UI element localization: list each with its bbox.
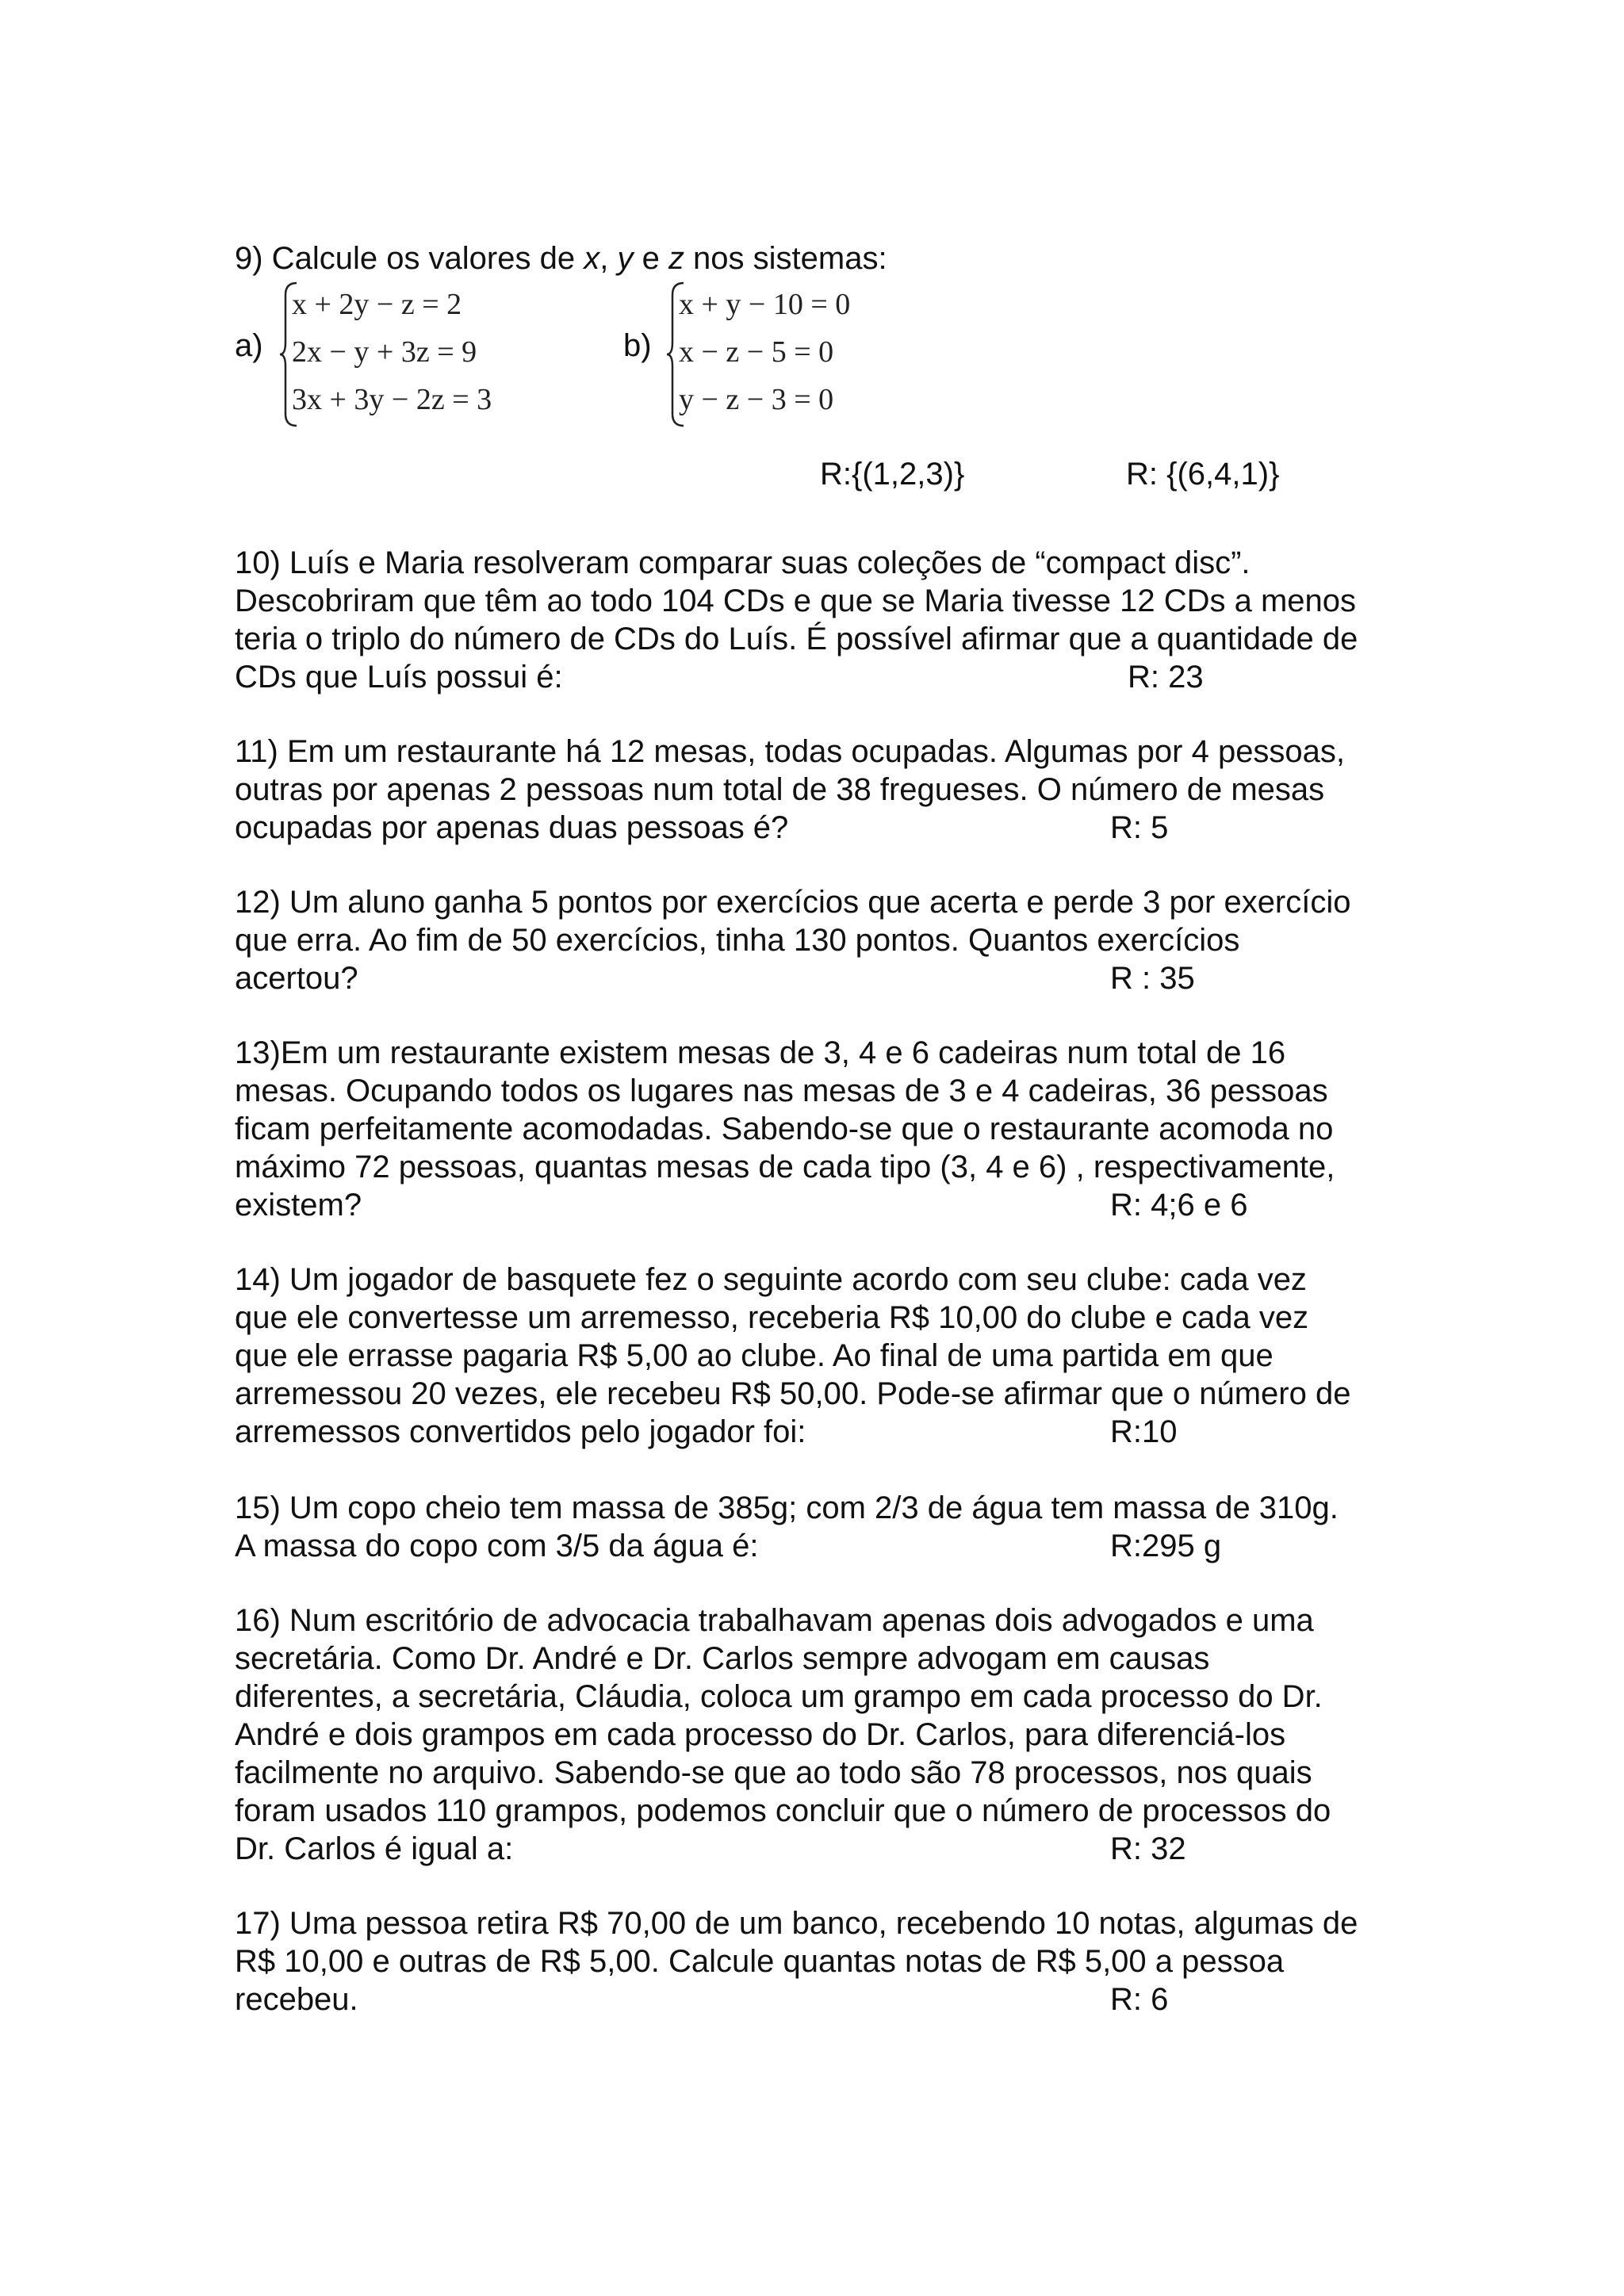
- question-line: que erra. Ao fim de 50 exercícios, tinha 130 pontos. Quantos exercícios: [235, 923, 1240, 958]
- question-line-with-answer: [235, 1527, 1424, 1565]
- answer-b: R: {(6,4,1)}: [1126, 457, 1280, 492]
- var-z: z: [668, 241, 684, 276]
- q9-sep: e: [633, 241, 668, 276]
- system-b-label: b): [623, 328, 652, 363]
- question-line-with-answer: [235, 959, 1424, 997]
- question-line: 12) Um aluno ganha 5 pontos por exercícios que acerta e perde 3 por exercício: [235, 885, 1351, 920]
- question-11: [235, 733, 1424, 847]
- question-line: que ele convertesse um arremesso, receberia R$ 10,00 do clube e cada vez: [235, 1300, 1309, 1335]
- question-line-with-answer: [235, 658, 1424, 696]
- equation: 2x − y + 3z = 9: [292, 335, 477, 369]
- equation: x − z − 5 = 0: [679, 335, 834, 369]
- question-line: existem?: [235, 1188, 362, 1223]
- question-line: foram usados 110 grampos, podemos concluir que o número de processos do: [235, 1793, 1331, 1828]
- answer: R: 5: [1110, 810, 1169, 845]
- question-line: secretária. Como Dr. André e Dr. Carlos sempre advogam em causas: [235, 1641, 1210, 1676]
- question-line: que ele errasse pagaria R$ 5,00 ao clube. Ao final de uma partida em que: [235, 1338, 1274, 1373]
- question-line: máximo 72 pessoas, quantas mesas de cada tipo (3, 4 e 6) , respectivamente,: [235, 1150, 1335, 1184]
- system-a-equations: [292, 281, 492, 423]
- question-14: [235, 1261, 1424, 1451]
- question-line: 16) Num escritório de advocacia trabalhavam apenas dois advogados e uma: [235, 1603, 1314, 1638]
- question-line: R$ 10,00 e outras de R$ 5,00. Calcule quantas notas de R$ 5,00 a pessoa: [235, 1944, 1285, 1979]
- question-line: 13)Em um restaurante existem mesas de 3, 4 e 6 cadeiras num total de 16: [235, 1035, 1286, 1070]
- question-line: Descobriram que têm ao todo 104 CDs e que se Maria tivesse 12 CDs a menos: [235, 584, 1357, 618]
- var-x: x: [584, 241, 600, 276]
- question-line: arremessos convertidos pelo jogador foi:: [235, 1414, 806, 1449]
- system-a-label: a): [235, 328, 263, 363]
- answer: R: 23: [1128, 660, 1204, 695]
- q9-intro-text: nos sistemas:: [684, 241, 887, 276]
- question-line: André e dois grampos em cada processo do Dr. Carlos, para diferenciá-los: [235, 1717, 1286, 1752]
- question-15: [235, 1489, 1424, 1565]
- question-line: Dr. Carlos é igual a:: [235, 1831, 514, 1866]
- q9-sep: ,: [599, 241, 618, 276]
- system-b-equations: [679, 281, 850, 423]
- question-line: mesas. Ocupando todos os lugares nas mesas de 3 e 4 cadeiras, 36 pessoas: [235, 1073, 1328, 1108]
- question-17: [235, 1904, 1424, 2019]
- answer: R : 35: [1110, 961, 1195, 996]
- question-line: CDs que Luís possui é:: [235, 660, 563, 695]
- q9-intro-text: 9) Calcule os valores de: [235, 241, 584, 276]
- answer: R:295 g: [1110, 1529, 1222, 1563]
- question-line-with-answer: [235, 1830, 1424, 1868]
- question-line: A massa do copo com 3/5 da água é:: [235, 1529, 759, 1563]
- question-line: 14) Um jogador de basquete fez o seguinte acordo com seu clube: cada vez: [235, 1262, 1307, 1297]
- answer: R: 4;6 e 6: [1110, 1188, 1248, 1223]
- question-line: recebeu.: [235, 1982, 358, 2017]
- question-line: ficam perfeitamente acomodadas. Sabendo-se que o restaurante acomoda no: [235, 1112, 1334, 1146]
- question-line-with-answer: [235, 1413, 1424, 1451]
- question-line: arremessou 20 vezes, ele recebeu R$ 50,00. Pode-se afirmar que o número de: [235, 1376, 1351, 1411]
- answer: R: 32: [1110, 1831, 1186, 1866]
- question-line: 15) Um copo cheio tem massa de 385g; com 2/3 de água tem massa de 310g.: [235, 1490, 1339, 1525]
- question-line: 10) Luís e Maria resolveram comparar suas coleções de “compact disc”.: [235, 545, 1251, 580]
- equation: y − z − 3 = 0: [679, 383, 834, 416]
- equation: 3x + 3y − 2z = 3: [292, 383, 492, 416]
- question-line: outras por apenas 2 pessoas num total de 38 fregueses. O número de mesas: [235, 772, 1325, 807]
- question-line: acertou?: [235, 961, 358, 996]
- var-y: y: [617, 241, 634, 276]
- question-13: [235, 1034, 1424, 1224]
- question-16: [235, 1601, 1424, 1868]
- question-line: facilmente no arquivo. Sabendo-se que ao todo são 78 processos, nos quais: [235, 1755, 1312, 1790]
- q9-intro: [235, 239, 887, 277]
- question-line-with-answer: [235, 1980, 1424, 2019]
- question-line: teria o triplo do número de CDs do Luís. É possível afirmar que a quantidade de: [235, 622, 1358, 656]
- question-line: diferentes, a secretária, Cláudia, coloca um grampo em cada processo do Dr.: [235, 1679, 1323, 1714]
- answer: R: 6: [1110, 1982, 1169, 2017]
- question-10: [235, 544, 1424, 696]
- question-line: 11) Em um restaurante há 12 mesas, todas ocupadas. Algumas por 4 pessoas,: [235, 734, 1346, 769]
- question-12: [235, 883, 1424, 997]
- answer-a: R:{(1,2,3)}: [820, 457, 965, 492]
- answer: R:10: [1110, 1414, 1178, 1449]
- question-line-with-answer: [235, 1186, 1424, 1224]
- equation: x + y − 10 = 0: [679, 288, 851, 321]
- question-line: 17) Uma pessoa retira R$ 70,00 de um banco, recebendo 10 notas, algumas de: [235, 1906, 1358, 1941]
- question-line: ocupadas por apenas duas pessoas é?: [235, 810, 789, 845]
- question-line-with-answer: [235, 809, 1424, 847]
- equation: x + 2y − z = 2: [292, 288, 462, 321]
